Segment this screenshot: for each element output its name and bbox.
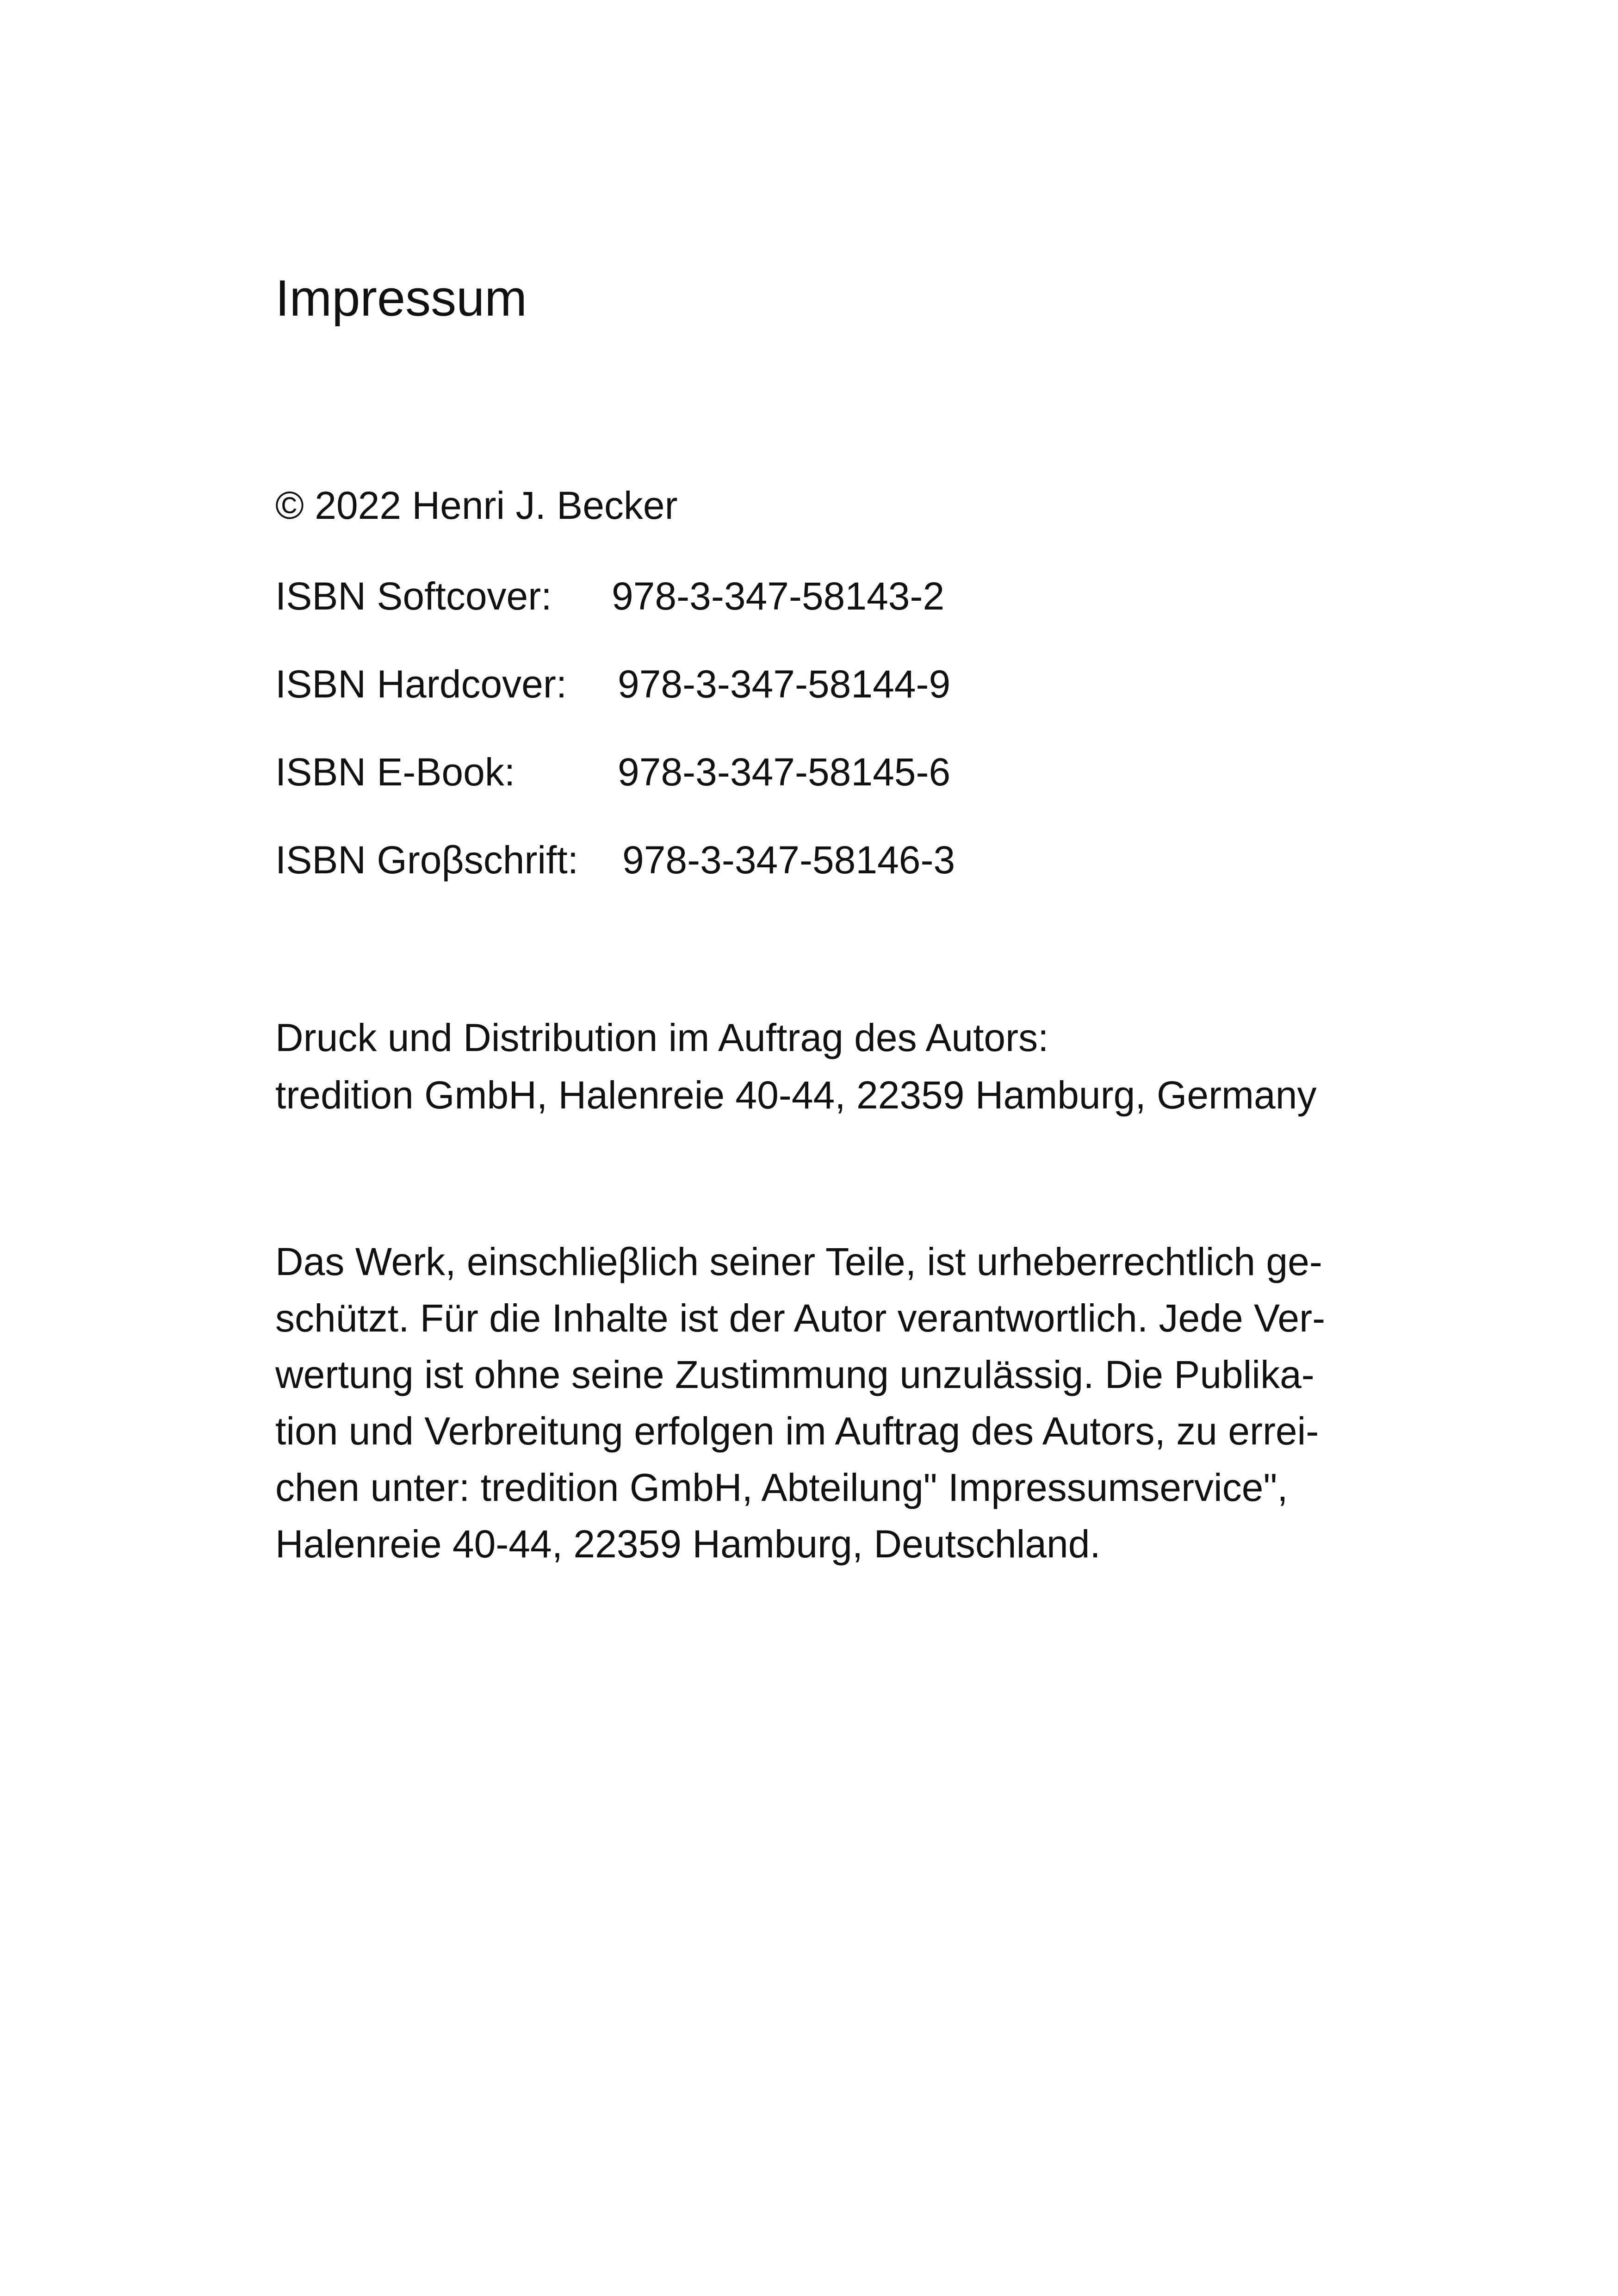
isbn-value: 978-3-347-58146-3	[622, 838, 955, 882]
page-title: Impressum	[275, 270, 527, 327]
legal-line: schützt. Für die Inhalte ist der Autor verantwortlich. Jede Ver-	[275, 1296, 1326, 1340]
legal-line: Das Werk, einschlieβlich seiner Teile, ist urheberrechtlich ge-	[275, 1240, 1322, 1283]
legal-line: chen unter: tredition GmbH, Abteilung" Impressumservice",	[275, 1466, 1288, 1509]
isbn-label: ISBN Hardcover:	[275, 662, 567, 706]
print-line: Druck und Distribution im Auftrag des Autors:	[275, 1016, 1049, 1059]
isbn-label: ISBN Softcover:	[275, 574, 552, 618]
legal-line: tion und Verbreitung erfolgen im Auftrag des Autors, zu errei-	[275, 1409, 1319, 1453]
isbn-label: ISBN Groβschrift:	[275, 838, 579, 882]
isbn-value: 978-3-347-58144-9	[618, 662, 951, 706]
legal-line: Halenreie 40-44, 22359 Hamburg, Deutschland.	[275, 1522, 1101, 1566]
isbn-label: ISBN E-Book:	[275, 750, 515, 794]
publisher-address: tredition GmbH, Halenreie 40-44, 22359 Hamburg, Germany	[275, 1073, 1317, 1117]
print-distribution-block	[275, 1009, 1316, 1124]
isbn-value: 978-3-347-58145-6	[618, 750, 951, 794]
legal-line: wertung ist ohne seine Zustimmung unzulässig. Die Publika-	[275, 1353, 1314, 1396]
copyright-line: © 2022 Henri J. Becker	[275, 484, 678, 527]
isbn-value: 978-3-347-58143-2	[612, 574, 945, 618]
legal-notice	[275, 1233, 1325, 1572]
